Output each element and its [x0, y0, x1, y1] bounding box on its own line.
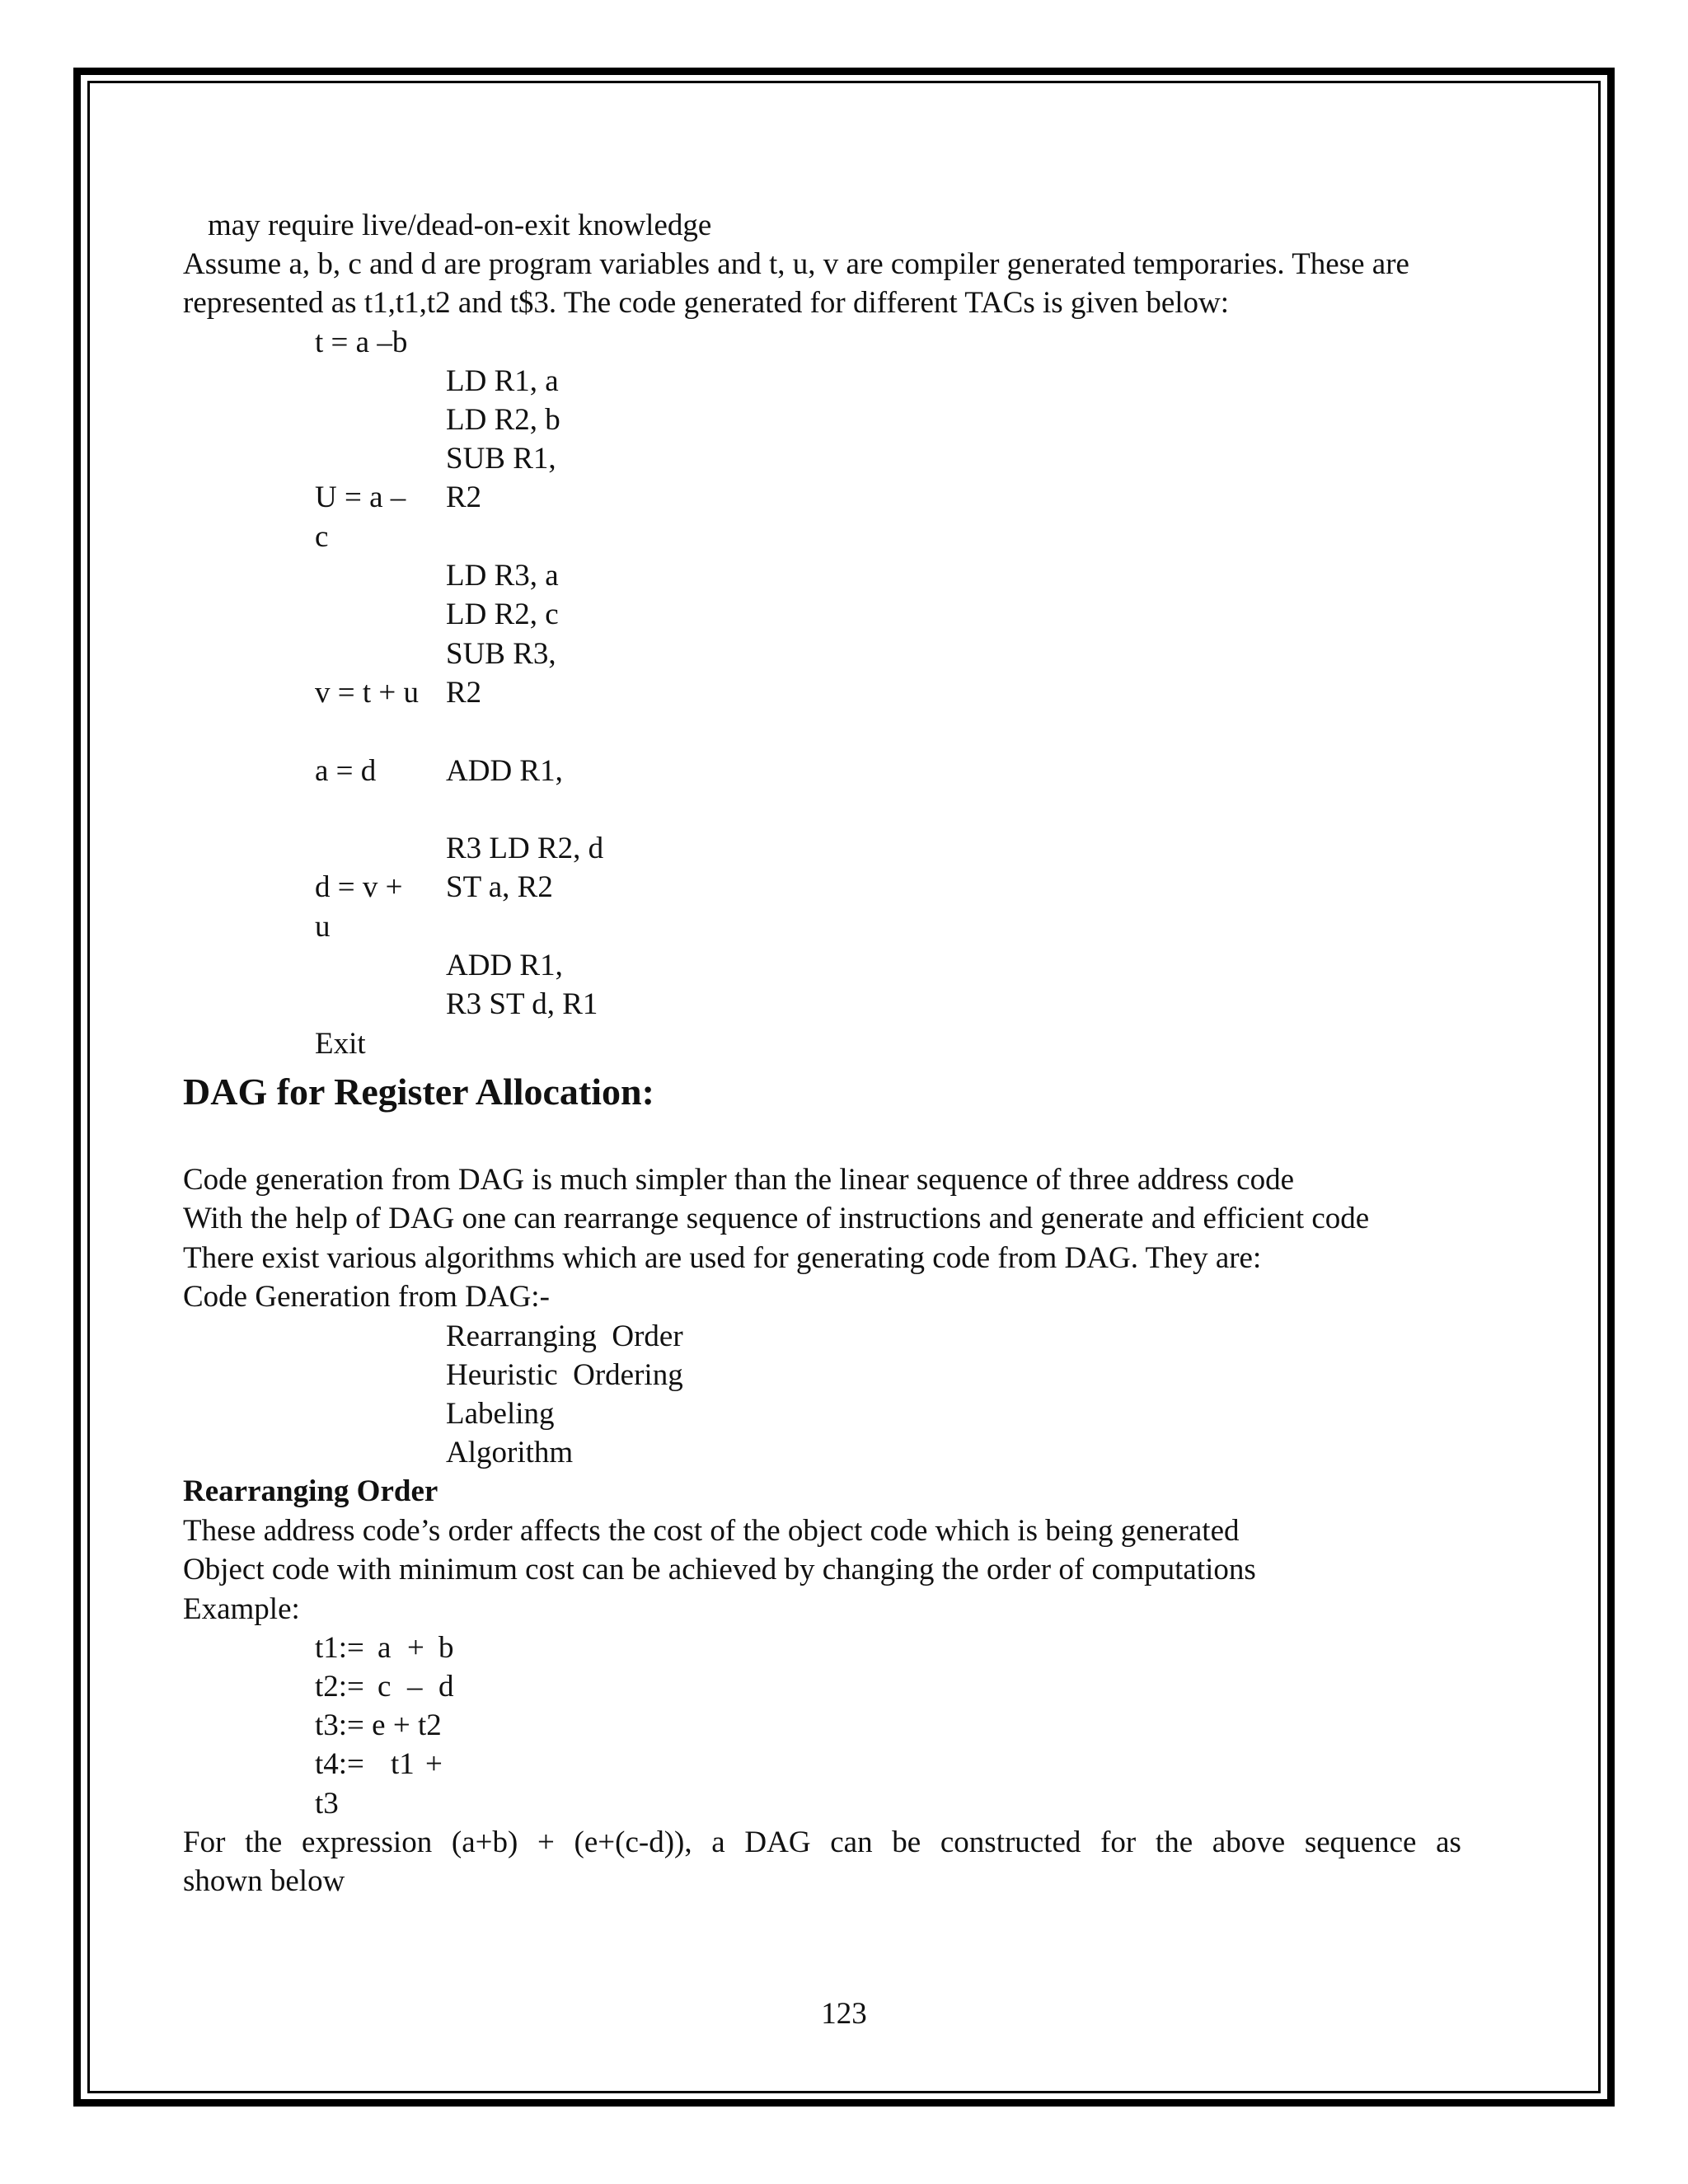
rearranging-text-line: Object code with minimum cost can be achieved by changing the order of computations — [183, 1553, 1256, 1586]
asm-instruction: LD R2, b — [446, 403, 560, 437]
dag-text-line: Code Generation from DAG:- — [183, 1280, 550, 1314]
section-heading-dag: DAG for Register Allocation: — [183, 1071, 654, 1113]
dag-text-line: With the help of DAG one can rearrange sequence of instructions and generate and efficient code — [183, 1202, 1370, 1235]
page-number: 123 — [821, 1997, 867, 2031]
asm-instruction: LD R2, c — [446, 598, 559, 631]
rearranging-text-line: Example: — [183, 1592, 300, 1626]
tac-statement: u — [315, 910, 331, 944]
tac-statement: t = a –b — [315, 326, 408, 359]
asm-instruction: R2 — [446, 480, 482, 514]
algorithm-item: Algorithm — [446, 1436, 574, 1469]
section-heading-rearranging: Rearranging Order — [183, 1474, 438, 1508]
intro-line-1: may require live/dead-on-exit knowledge — [208, 209, 712, 242]
intro-line-3: represented as t1,t1,t2 and t$3. The code generated for different TACs is given below: — [183, 286, 1230, 320]
closing-line-1: For the expression (a+b) + (e+(c-d)), a DAG can be constructed for the above sequence as — [183, 1825, 1461, 1859]
asm-instruction: LD R3, a — [446, 559, 559, 593]
algorithm-item: Labeling — [446, 1397, 555, 1431]
tac-statement: c — [315, 520, 329, 554]
asm-instruction: R3 LD R2, d — [446, 832, 604, 865]
asm-instruction: SUB R1, — [446, 442, 556, 476]
example-line-t4-cont: t3 — [315, 1787, 339, 1821]
tac-statement: d = v + — [315, 870, 403, 904]
example-line-t2: t2:= c – d — [315, 1670, 454, 1704]
intro-line-2: Assume a, b, c and d are program variables and t, u, v are compiler generated temporaries. These are — [183, 247, 1409, 281]
algorithm-item: Rearranging Order — [446, 1319, 683, 1353]
tac-statement: U = a – — [315, 480, 406, 514]
asm-instruction: ADD R1, — [446, 949, 563, 982]
closing-line-2: shown below — [183, 1864, 345, 1898]
asm-instruction: SUB R3, — [446, 637, 556, 671]
example-line-t4: t4:= t1 + — [315, 1747, 443, 1781]
asm-instruction: LD R1, a — [446, 364, 559, 398]
dag-text-line: There exist various algorithms which are used for generating code from DAG. They are: — [183, 1241, 1262, 1275]
rearranging-text-line: These address code’s order affects the cost of the object code which is being generated — [183, 1514, 1240, 1548]
tac-statement: a = d — [315, 754, 377, 788]
algorithm-item: Heuristic Ordering — [446, 1358, 683, 1392]
asm-instruction: R3 ST d, R1 — [446, 987, 598, 1021]
tac-statement: v = t + u — [315, 676, 420, 710]
asm-instruction: ST a, R2 — [446, 870, 553, 904]
dag-text-line: Code generation from DAG is much simpler than the linear sequence of three address code — [183, 1163, 1294, 1197]
example-line-t1: t1:= a + b — [315, 1631, 454, 1665]
example-line-t3: t3:= e + t2 — [315, 1708, 442, 1742]
asm-instruction: ADD R1, — [446, 754, 563, 788]
tac-statement: Exit — [315, 1027, 366, 1061]
asm-instruction: R2 — [446, 676, 482, 710]
